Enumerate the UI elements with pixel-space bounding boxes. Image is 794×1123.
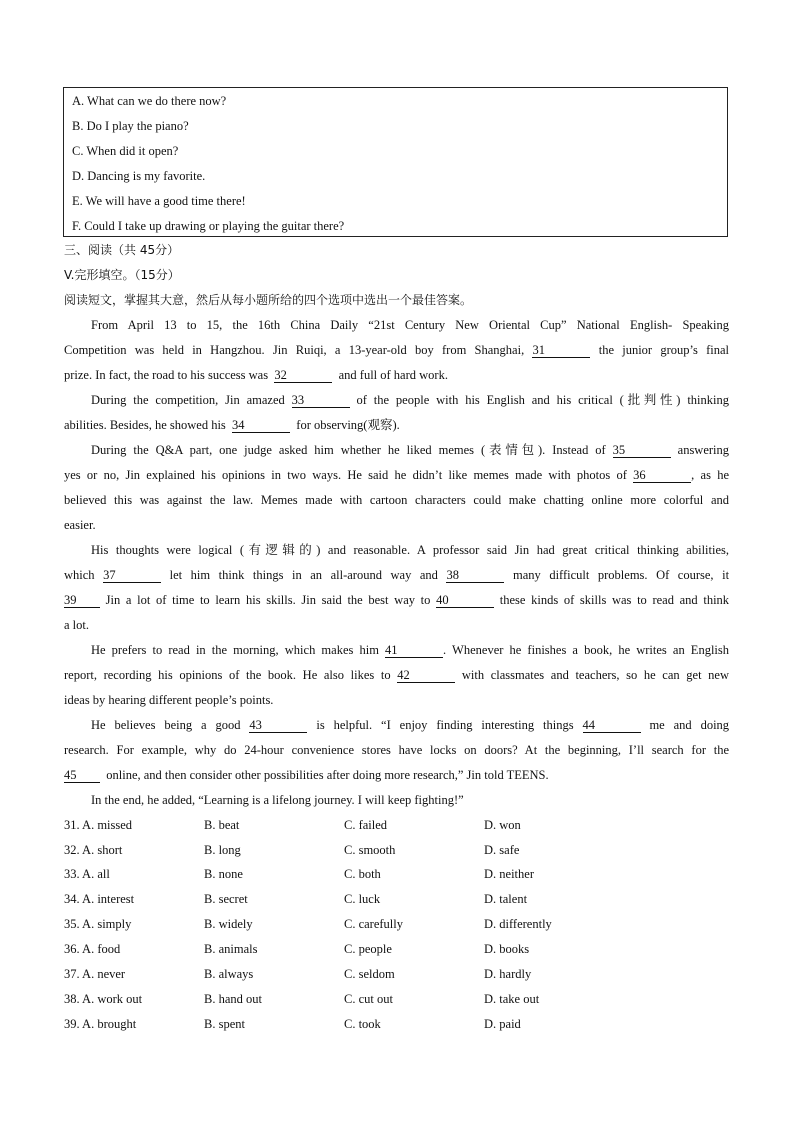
passage-line: During the Q&A part, one judge asked him whether he liked memes (表情包). Instead of 35 answering [91, 443, 730, 457]
blank-33[interactable]: 33 [292, 393, 350, 408]
option-d: D. Dancing is my favorite. [72, 169, 206, 183]
question-39: 39. A. brought B. spent C. took D. paid [64, 1017, 521, 1031]
option-e: E. We will have a good time there! [72, 194, 246, 208]
blank-44[interactable]: 44 [583, 718, 641, 733]
blank-42[interactable]: 42 [397, 668, 455, 683]
passage-line: easier. [64, 518, 96, 532]
blank-45[interactable]: 45 [64, 768, 100, 783]
blank-40[interactable]: 40 [436, 593, 494, 608]
passage-line: a lot. [64, 618, 89, 632]
blank-31[interactable]: 31 [532, 343, 590, 358]
question-36: 36. A. food B. animals C. people D. books [64, 942, 530, 956]
option-a: A. What can we do there now? [72, 94, 227, 108]
blank-41[interactable]: 41 [385, 643, 443, 658]
passage-line: 39 Jin a lot of time to learn his skills. Jin said the best way to 40 these kinds of skills was to read and think [64, 593, 730, 607]
passage-line: yes or no, Jin explained his opinions in two ways. He said he didn’t like memes made with photos of 36 , as he [64, 468, 729, 482]
blank-36[interactable]: 36 [633, 468, 691, 483]
blank-37[interactable]: 37 [103, 568, 161, 583]
blank-32[interactable]: 32 [274, 368, 332, 383]
question-35: 35. A. simply B. widely C. carefully D. differently [64, 917, 552, 931]
question-38: 38. A. work out B. hand out C. cut out D. take out [64, 992, 540, 1006]
passage-line: He prefers to read in the morning, which makes him 41 . Whenever he finishes a book, he writes an English [91, 643, 730, 657]
passage-line: which 37 let him think things in an all-around way and 38 many difficult problems. Of course, it [64, 568, 730, 582]
passage-line: ideas by hearing different people’s points. [64, 693, 274, 707]
passage-line: He believes being a good 43 is helpful. “I enjoy finding interesting things 44 me and doing [91, 718, 730, 732]
passage-line: research. For example, why do 24-hour convenience stores have locks on doors? At the beginning, I’ll search for the [64, 743, 729, 757]
option-f: F. Could I take up drawing or playing the guitar there? [72, 219, 345, 233]
blank-43[interactable]: 43 [249, 718, 307, 733]
passage-line: prize. In fact, the road to his success was 32 and full of hard work. [64, 368, 448, 382]
question-37: 37. A. never B. always C. seldom D. hardly [64, 967, 532, 981]
passage-line: Competition was held in Hangzhou. Jin Ruiqi, a 13-year-old boy from Shanghai, 31 the junior group’s final [64, 343, 729, 357]
blank-35[interactable]: 35 [613, 443, 671, 458]
question-32: 32. A. short B. long C. smooth D. safe [64, 843, 520, 857]
option-b: B. Do I play the piano? [72, 119, 189, 133]
section-title: 三、阅读（共 45分） [64, 243, 180, 257]
passage-line: In the end, he added, “Learning is a lifelong journey. I will keep fighting!” [91, 793, 464, 807]
options-box [63, 87, 728, 237]
blank-39[interactable]: 39 [64, 593, 100, 608]
passage-line: abilities. Besides, he showed his 34 for observing(观察). [64, 418, 400, 432]
subsection-title: V.完形填空。（15分） [64, 268, 180, 282]
passage-line: From April 13 to 15, the 16th China Daily “21st Century New Oriental Cup” National English- Speaking [91, 318, 729, 332]
question-34: 34. A. interest B. secret C. luck D. talent [64, 892, 528, 906]
passage-line: His thoughts were logical (有逻辑的) and reasonable. A professor said Jin had great critical thinking abilities, [91, 543, 729, 557]
question-31: 31. A. missed B. beat C. failed D. won [64, 818, 521, 832]
question-33: 33. A. all B. none C. both D. neither [64, 867, 534, 881]
passage-line: report, recording his opinions of the book. He also likes to 42 with classmates and teachers, so he can get new [64, 668, 729, 682]
blank-38[interactable]: 38 [446, 568, 504, 583]
passage-line: 45 online, and then consider other possibilities after doing more research,” Jin told TEENS. [64, 768, 549, 782]
passage-line: believed this was against the law. Memes made with cartoon characters could make chatting online more colorful and [64, 493, 729, 507]
instruction: 阅读短文，掌握其大意，然后从每小题所给的四个选项中选出一个最佳答案。 [64, 293, 473, 307]
blank-34[interactable]: 34 [232, 418, 290, 433]
option-c: C. When did it open? [72, 144, 179, 158]
passage-line: During the competition, Jin amazed 33 of the people with his English and his critical (批判性) thinking [91, 393, 729, 407]
